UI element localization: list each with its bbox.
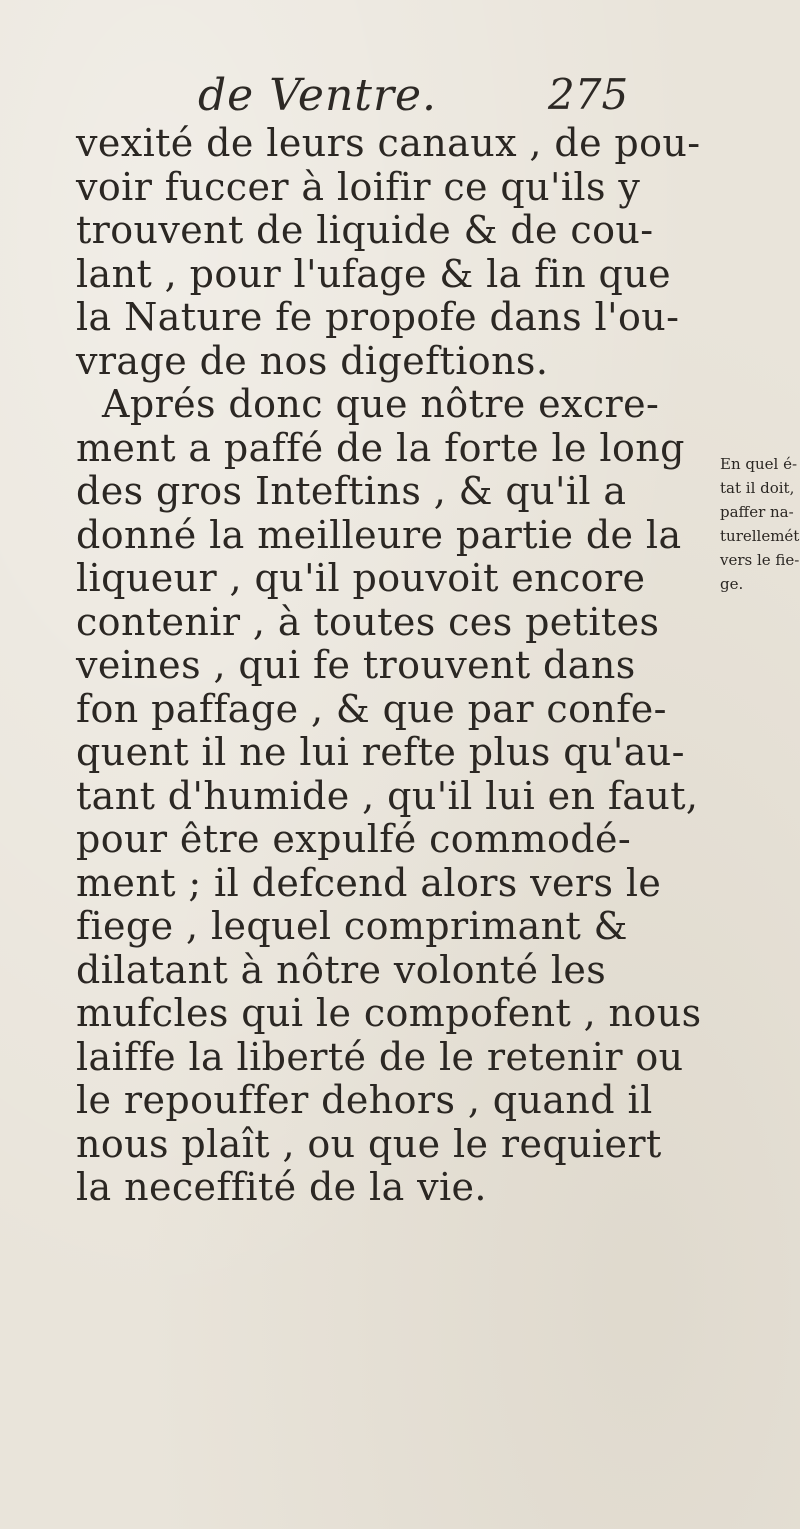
running-title: de Ventre.	[198, 70, 438, 121]
text-line: dilatant à nôtre volonté les	[76, 947, 607, 992]
text-line: liqueur , qu'il pouvoit encore	[76, 556, 646, 600]
text-line: voir fuccer à loifir ce qu'ils y	[76, 164, 641, 209]
text-line: fon paffage , & que par confe-	[76, 686, 667, 731]
text-line: mufcles qui le compofent , nous	[76, 991, 702, 1035]
margin-note-line: En quel é-	[720, 455, 798, 473]
text-line: ment a paffé de la forte le long	[76, 425, 685, 470]
text-line: le repouffer dehors , quand il	[76, 1078, 653, 1122]
text-line: pour être expulfé commodé-	[76, 817, 632, 861]
body-text	[76, 122, 716, 1210]
text-line: nous plaît , ou que le requiert	[76, 1121, 662, 1166]
paragraph-start-line: Aprés donc que nôtre excre-	[102, 382, 660, 426]
text-line: donné la meilleure partie de la	[76, 512, 682, 557]
text-line: tant d'humide , qu'il lui en faut,	[76, 773, 699, 818]
margin-note-line: tat il doit,	[720, 479, 795, 497]
text-line: vexité de leurs canaux , de pou-	[76, 121, 701, 165]
margin-note-line: vers le fie-	[720, 551, 800, 569]
text-line: lant , pour l'ufage & la fin que	[76, 251, 672, 296]
text-line: ment ; il defcend alors vers le	[76, 860, 662, 905]
text-line: des gros Inteftins , & qu'il a	[76, 469, 627, 513]
margin-note-line: ge.	[720, 575, 744, 593]
text-line: trouvent de liquide & de cou-	[76, 208, 654, 252]
text-line: quent il ne lui refte plus qu'au-	[76, 730, 685, 774]
margin-note	[720, 452, 800, 596]
text-line: laiffe la liberté de le retenir ou	[76, 1034, 684, 1079]
margin-note-line: paffer na-	[720, 503, 794, 521]
page-number: 275	[548, 70, 629, 119]
text-line: contenir , à toutes ces petites	[76, 599, 660, 644]
text-line: la Nature fe propofe dans l'ou-	[76, 295, 680, 339]
margin-note-line: turellemét	[720, 527, 800, 545]
text-line: fiege , lequel comprimant &	[76, 904, 628, 948]
text-line: la neceffité de la vie.	[76, 1165, 487, 1209]
page-header	[0, 62, 800, 122]
text-line: veines , qui fe trouvent dans	[76, 643, 636, 687]
text-line: vrage de nos digeftions.	[76, 338, 549, 383]
